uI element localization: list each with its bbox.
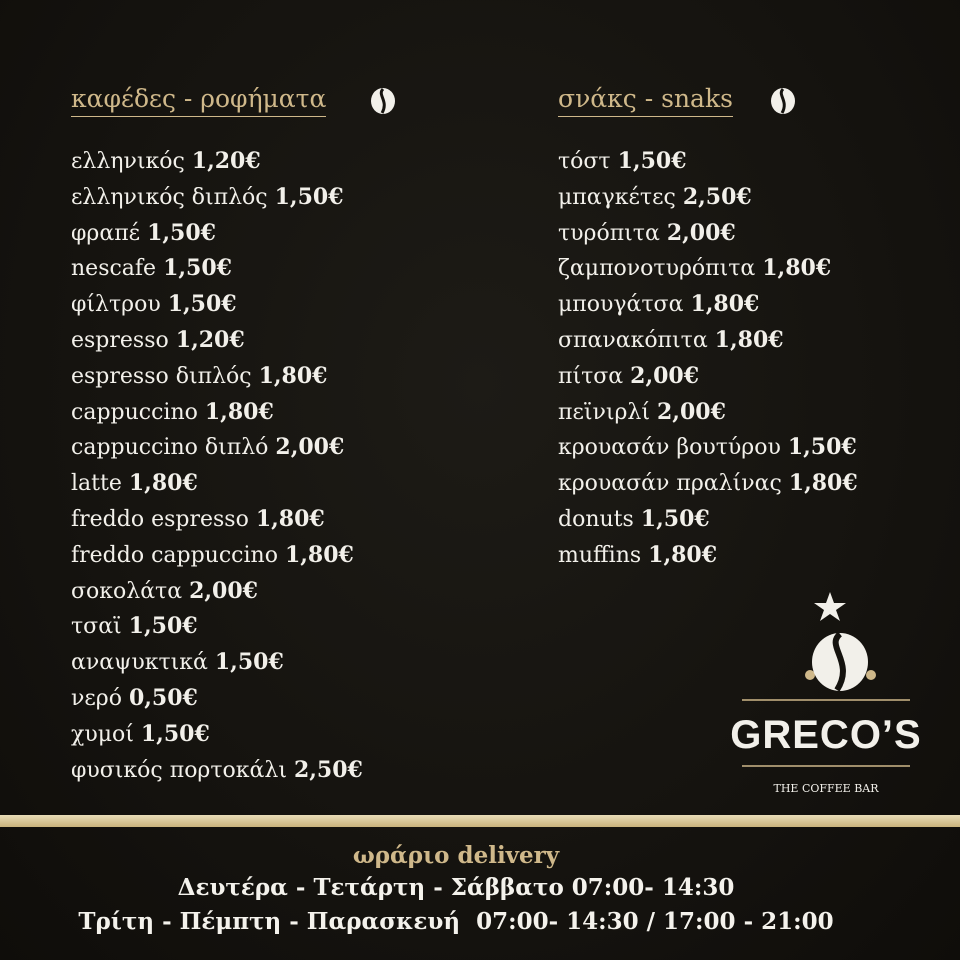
item-price: 2,00€	[189, 577, 258, 604]
item-name: πεϊνιρλί	[558, 399, 650, 425]
menu-item	[71, 144, 363, 180]
menu-item	[558, 323, 858, 359]
delivery-title: ωράριο delivery	[352, 842, 560, 869]
menu-item	[71, 502, 363, 538]
brand-name: GRECO’S	[730, 713, 922, 757]
item-price: 1,80€	[648, 541, 718, 568]
item-price: 2,00€	[630, 362, 700, 389]
item-name: χυμοί	[71, 721, 134, 747]
item-name: τυρόπιτα	[558, 220, 660, 246]
item-name: μπαγκέτες	[558, 184, 676, 210]
item-name: cappuccino	[71, 399, 198, 425]
item-price: 1,80€	[788, 470, 858, 497]
item-price: 0,50€	[128, 684, 198, 711]
menu-item	[71, 216, 363, 252]
coffee-bean-icon	[768, 86, 798, 116]
item-name: ελληνικός διπλός	[71, 184, 268, 210]
menu-item	[558, 287, 858, 323]
item-price: 1,50€	[163, 255, 232, 282]
menu-item	[71, 753, 363, 789]
item-name: τσαϊ	[71, 614, 122, 640]
item-name: νερό	[71, 685, 122, 711]
item-name: freddo espresso	[71, 506, 249, 532]
item-name: μπουγάτσα	[558, 292, 684, 318]
menu-item	[71, 466, 363, 502]
section-heading-coffee: καφέδες - ροφήματα	[71, 84, 326, 117]
item-price: 1,50€	[128, 613, 198, 640]
item-name: πίτσα	[558, 363, 624, 389]
menu-item	[558, 466, 858, 502]
item-name: φυσικός πορτοκάλι	[71, 757, 287, 783]
item-name: latte	[71, 471, 122, 497]
delivery-hours-line-2: Τρίτη - Πέμπτη - Παρασκευή 07:00- 14:30 / 17:00 - 21:00	[78, 908, 834, 935]
item-price: 1,50€	[274, 183, 344, 210]
menu-item	[558, 144, 858, 180]
menu-item	[558, 395, 858, 431]
item-price: 1,80€	[128, 470, 198, 497]
item-name: espresso	[71, 327, 169, 353]
menu-item	[71, 323, 363, 359]
item-price: 1,50€	[214, 649, 284, 676]
item-price: 1,20€	[175, 326, 245, 353]
delivery-hours-line-1: Δευτέρα - Τετάρτη - Σάββατο 07:00- 14:30	[177, 874, 735, 901]
coffee-bean-icon	[368, 86, 398, 116]
item-name: κρουασάν πραλίνας	[558, 471, 782, 497]
divider-band	[0, 815, 960, 827]
item-price: 1,50€	[167, 291, 237, 318]
item-name: cappuccino διπλό	[71, 435, 269, 461]
menu-item	[71, 609, 363, 645]
item-name: κρουασάν βουτύρου	[558, 435, 781, 461]
dot-icon	[805, 670, 815, 680]
item-name: donuts	[558, 506, 634, 532]
menu-item	[71, 395, 363, 431]
menu-item	[71, 681, 363, 717]
item-price: 2,50€	[293, 756, 363, 783]
item-name: σοκολάτα	[71, 578, 190, 604]
menu-item	[71, 430, 363, 466]
menu-item	[71, 287, 363, 323]
item-name: freddo cappuccino	[71, 542, 278, 568]
item-price: 1,50€	[140, 720, 210, 747]
menu-item	[558, 251, 858, 287]
item-name: ζαμπονοτυρόπιτα	[558, 256, 756, 282]
coffee-menu-list	[71, 144, 363, 788]
item-price: 1,50€	[617, 148, 687, 174]
star-icon	[814, 592, 846, 621]
menu-item	[558, 359, 858, 395]
item-name: αναψυκτικά	[71, 650, 208, 676]
menu-item	[71, 645, 363, 681]
item-price: 1,80€	[255, 505, 325, 532]
menu-item	[558, 430, 858, 466]
brand-tagline: THE COFFEE BAR	[773, 782, 879, 795]
item-price: 1,50€	[787, 434, 857, 461]
section-heading-snacks: σνάκς - snaks	[558, 84, 733, 117]
item-price: 2,50€	[682, 183, 752, 210]
item-price: 1,80€	[690, 291, 760, 318]
menu-item	[71, 359, 363, 395]
snacks-menu-list	[558, 144, 858, 574]
item-price: 1,80€	[204, 398, 274, 425]
dot-icon	[866, 670, 876, 680]
item-price: 2,00€	[275, 434, 345, 461]
item-price: 1,50€	[147, 219, 216, 246]
menu-item	[71, 574, 363, 610]
item-name: φίλτρου	[71, 292, 161, 318]
item-price: 1,80€	[258, 362, 328, 389]
grecos-logo	[715, 590, 930, 800]
menu-item	[558, 180, 858, 216]
item-name: espresso διπλός	[71, 363, 252, 389]
menu-item	[558, 538, 858, 574]
item-price: 2,00€	[657, 398, 726, 425]
menu-item	[558, 216, 858, 252]
item-name: ελληνικός	[71, 149, 185, 174]
item-name: nescafe	[71, 256, 157, 282]
menu-item	[558, 502, 858, 538]
item-name: φραπέ	[71, 220, 141, 246]
item-price: 1,80€	[714, 326, 784, 353]
item-price: 1,80€	[762, 255, 832, 282]
menu-item	[71, 717, 363, 753]
item-price: 1,50€	[640, 505, 710, 532]
menu-item	[71, 538, 363, 574]
menu-item	[71, 251, 363, 287]
item-price: 2,00€	[666, 219, 736, 246]
item-price: 1,80€	[284, 541, 354, 568]
item-price: 1,20€	[191, 148, 261, 174]
item-name: muffins	[558, 542, 642, 568]
item-name: τόστ	[558, 149, 611, 174]
item-name: σπανακόπιτα	[558, 327, 708, 353]
menu-item	[71, 180, 363, 216]
